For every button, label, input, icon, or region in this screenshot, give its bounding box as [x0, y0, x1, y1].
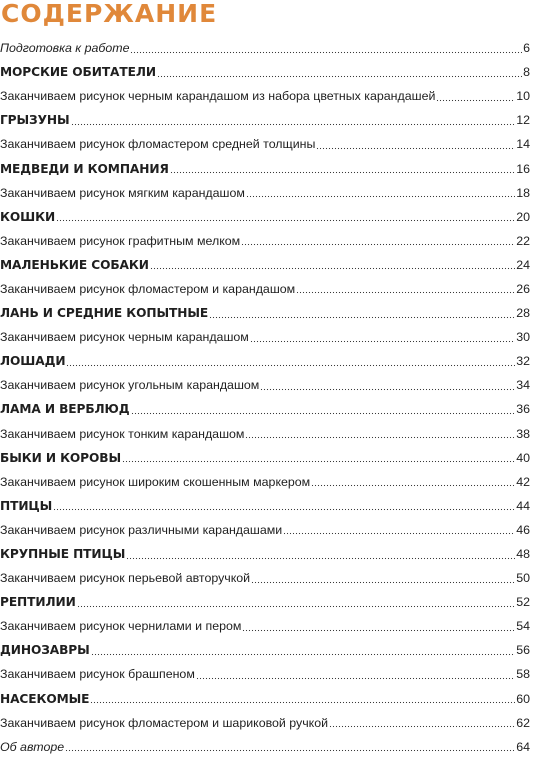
toc-entry-title: ЛОШАДИ: [0, 354, 66, 369]
toc-entry-title: Заканчиваем рисунок различными карандашами: [0, 522, 283, 537]
dot-leader: [245, 436, 515, 439]
toc-entry-title: Подготовка к работе: [0, 41, 130, 56]
dot-leader: [91, 653, 516, 656]
dot-leader: [296, 291, 515, 294]
dot-leader: [77, 605, 516, 608]
toc-entry-title: Заканчиваем рисунок брашпеном: [0, 667, 195, 682]
toc-subentry[interactable]: [0, 470, 530, 494]
toc-page-number: 34: [516, 378, 530, 393]
toc-chapter-entry[interactable]: [0, 156, 530, 180]
toc-page-number: 48: [516, 547, 530, 562]
toc-subentry[interactable]: [0, 711, 530, 735]
toc-entry-title: МЕДВЕДИ И КОМПАНИЯ: [0, 161, 169, 176]
toc-entry-title: Заканчиваем рисунок тонким карандашом: [0, 426, 245, 441]
toc-entry-title: РЕПТИЛИИ: [0, 595, 76, 610]
toc-page-number: 52: [516, 595, 530, 610]
toc-page-number: 46: [516, 522, 530, 537]
toc-entry-title: БЫКИ И КОРОВЫ: [0, 450, 121, 465]
dot-leader: [260, 388, 515, 391]
toc-chapter-entry[interactable]: [0, 349, 530, 373]
toc-subentry[interactable]: [0, 422, 530, 446]
toc-page-number: 42: [516, 474, 530, 489]
toc-page-number: 10: [516, 89, 530, 104]
toc-subentry[interactable]: [0, 229, 530, 253]
toc-entry-title: КОШКИ: [0, 209, 56, 224]
toc-entry-title: НАСЕКОМЫЕ: [0, 691, 90, 706]
table-of-contents: [0, 36, 530, 759]
dot-leader: [53, 508, 515, 511]
toc-chapter-entry[interactable]: [0, 494, 530, 518]
toc-subentry[interactable]: [0, 566, 530, 590]
dot-leader: [283, 532, 515, 535]
toc-page-number: 30: [516, 330, 530, 345]
toc-page-number: 36: [516, 402, 530, 417]
toc-page-number: 16: [516, 161, 530, 176]
toc-page-number: 40: [516, 450, 530, 465]
toc-entry-title: Заканчиваем рисунок графитным мелком: [0, 233, 241, 248]
toc-page-number: 20: [516, 209, 530, 224]
toc-subentry[interactable]: [0, 181, 530, 205]
toc-entry-title: КРУПНЫЕ ПТИЦЫ: [0, 547, 126, 562]
toc-entry-title: Заканчиваем рисунок угольным карандашом: [0, 378, 260, 393]
toc-subentry[interactable]: [0, 277, 530, 301]
toc-entry-title: Заканчиваем рисунок широким скошенным маркером: [0, 474, 311, 489]
toc-page-number: 56: [516, 643, 530, 658]
dot-leader: [246, 195, 515, 198]
toc-entry-title: ДИНОЗАВРЫ: [0, 643, 90, 658]
toc-page-number: 50: [516, 571, 530, 586]
toc-entry-title: Заканчиваем рисунок фломастером и шариковой ручкой: [0, 715, 329, 730]
dot-leader: [122, 460, 515, 463]
dot-leader: [71, 123, 516, 126]
dot-leader: [90, 701, 515, 704]
toc-entry-title: МОРСКИЕ ОБИТАТЕЛИ: [0, 65, 156, 80]
toc-page-number: 18: [516, 185, 530, 200]
toc-page-number: 22: [516, 233, 530, 248]
toc-subentry[interactable]: [0, 325, 530, 349]
toc-page-number: 28: [516, 306, 530, 321]
toc-chapter-entry[interactable]: [0, 446, 530, 470]
toc-chapter-entry[interactable]: [0, 397, 530, 421]
dot-leader: [251, 581, 515, 584]
dot-leader: [241, 243, 515, 246]
toc-chapter-entry[interactable]: [0, 60, 530, 84]
toc-page-number: 38: [516, 426, 530, 441]
toc-entry-title: Заканчиваем рисунок черным карандашом из набора цветных карандашей: [0, 89, 436, 104]
toc-subentry[interactable]: [0, 518, 530, 542]
dot-leader: [250, 340, 515, 343]
toc-page-number: 26: [516, 281, 530, 296]
toc-subentry[interactable]: [0, 84, 530, 108]
toc-entry-title: ЛАНЬ И СРЕДНИЕ КОПЫТНЫЕ: [0, 306, 209, 321]
page-title: СОДЕРЖАНИЕ: [1, 0, 218, 28]
toc-chapter-entry[interactable]: [0, 687, 530, 711]
dot-leader: [209, 316, 515, 319]
toc-page-number: 12: [516, 113, 530, 128]
toc-chapter-entry[interactable]: [0, 253, 530, 277]
dot-leader: [130, 51, 522, 54]
dot-leader: [66, 364, 515, 367]
toc-page-number: 62: [516, 715, 530, 730]
toc-page-number: 60: [516, 691, 530, 706]
toc-entry-title: МАЛЕНЬКИЕ СОБАКИ: [0, 257, 149, 272]
toc-chapter-entry[interactable]: [0, 108, 530, 132]
dot-leader: [242, 629, 515, 632]
dot-leader: [150, 267, 515, 270]
toc-chapter-entry[interactable]: [0, 205, 530, 229]
toc-subentry[interactable]: [0, 132, 530, 156]
toc-entry-title: Заканчиваем рисунок черным карандашом: [0, 330, 249, 345]
toc-entry-title: Заканчиваем рисунок фломастером средней толщины: [0, 137, 316, 152]
toc-entry-title: ПТИЦЫ: [0, 498, 53, 513]
dot-leader: [56, 219, 515, 222]
toc-entry-title: Заканчиваем рисунок перьевой авторучкой: [0, 571, 251, 586]
dot-leader: [329, 725, 515, 728]
toc-page-number: 44: [516, 498, 530, 513]
dot-leader: [126, 557, 515, 560]
toc-entry-title: ГРЫЗУНЫ: [0, 113, 70, 128]
toc-page-number: 14: [516, 137, 530, 152]
dot-leader: [436, 99, 515, 102]
toc-section-entry[interactable]: [0, 735, 530, 759]
toc-page-number: 6: [523, 41, 530, 56]
toc-entry-title: Заканчиваем рисунок мягким карандашом: [0, 185, 245, 200]
toc-page-number: 58: [516, 667, 530, 682]
toc-chapter-entry[interactable]: [0, 638, 530, 662]
dot-leader: [157, 75, 522, 78]
toc-chapter-entry[interactable]: [0, 542, 530, 566]
toc-page-number: 64: [516, 739, 530, 754]
toc-subentry[interactable]: [0, 614, 530, 638]
dot-leader: [131, 412, 516, 415]
toc-page-number: 8: [523, 65, 530, 80]
dot-leader: [170, 171, 515, 174]
toc-subentry[interactable]: [0, 373, 530, 397]
toc-chapter-entry[interactable]: [0, 301, 530, 325]
toc-entry-title: Заканчиваем рисунок чернилами и пером: [0, 619, 242, 634]
dot-leader: [311, 484, 515, 487]
dot-leader: [196, 677, 515, 680]
toc-section-entry[interactable]: [0, 36, 530, 60]
toc-page-number: 32: [516, 354, 530, 369]
toc-subentry[interactable]: [0, 662, 530, 686]
toc-chapter-entry[interactable]: [0, 590, 530, 614]
toc-page-number: 24: [516, 257, 530, 272]
toc-entry-title: Об авторе: [0, 739, 65, 754]
toc-entry-title: ЛАМА И ВЕРБЛЮД: [0, 402, 130, 417]
dot-leader: [316, 147, 515, 150]
toc-entry-title: Заканчиваем рисунок фломастером и карандашом: [0, 281, 296, 296]
toc-page-number: 54: [516, 619, 530, 634]
